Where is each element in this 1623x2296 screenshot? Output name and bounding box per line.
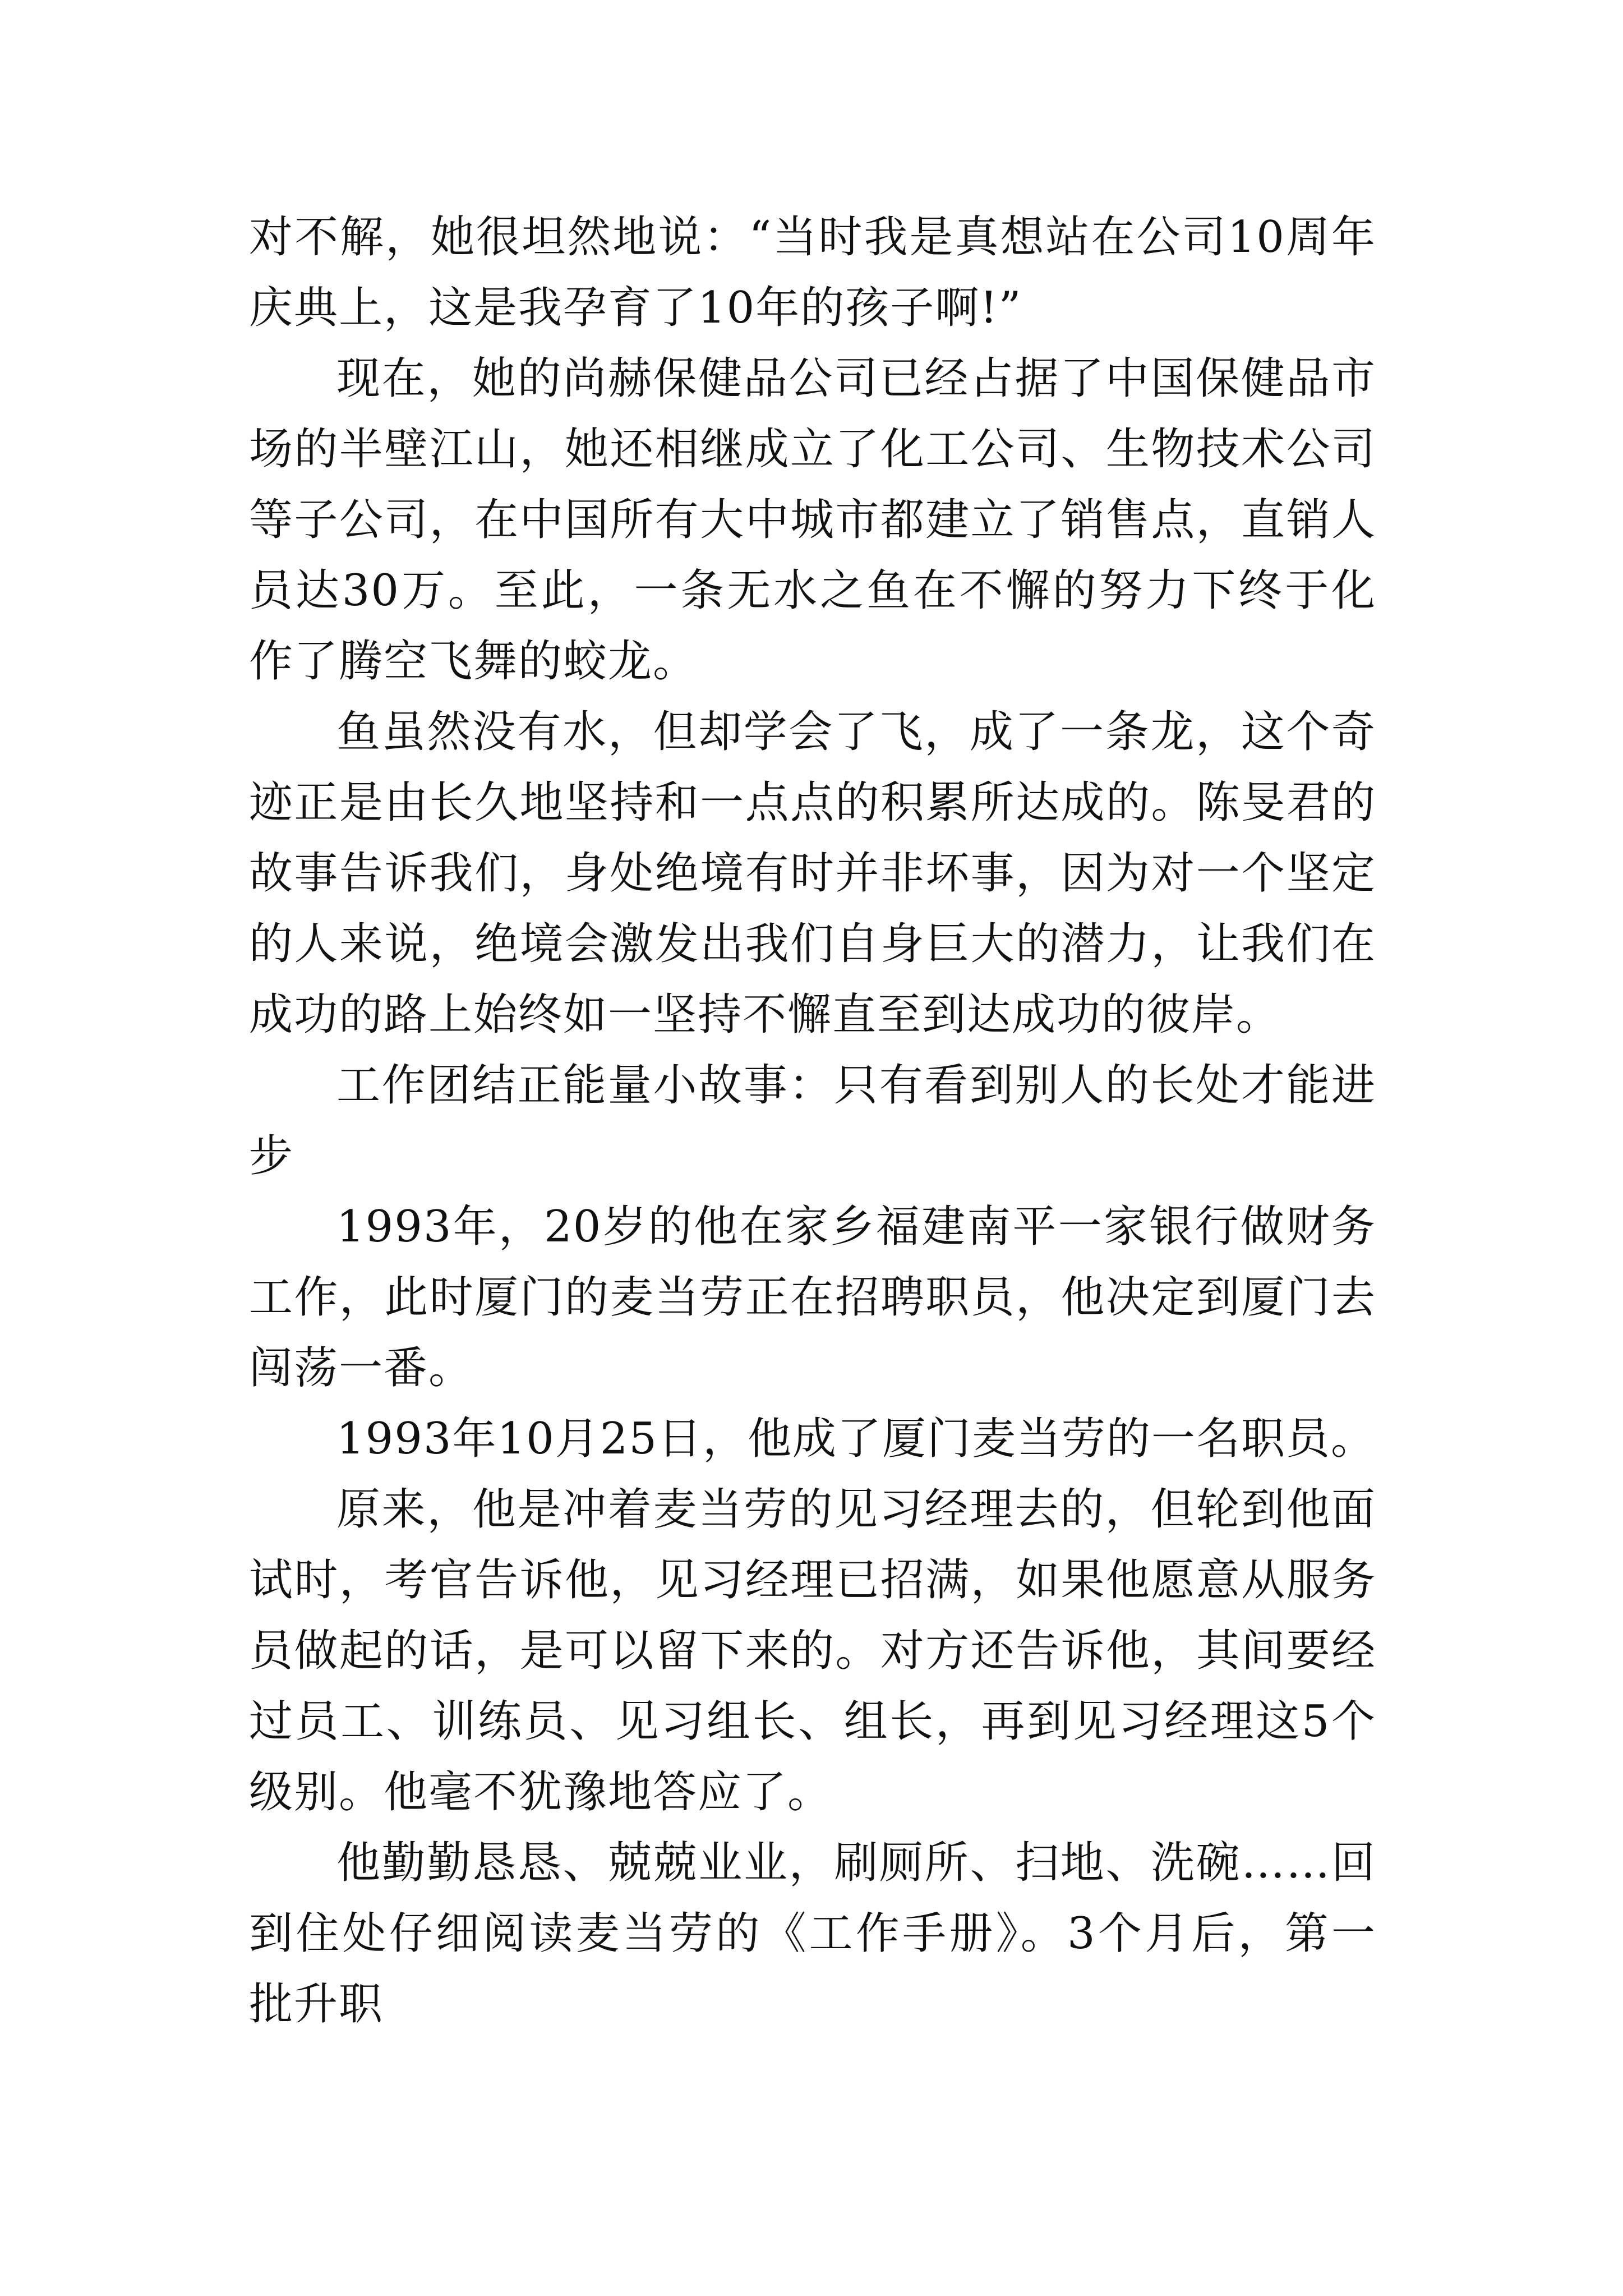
paragraph: 1993年10月25日，他成了厦门麦当劳的一名职员。 — [336, 1414, 1376, 1464]
paragraph: 原来，他是冲着麦当劳的见习经理去的，但轮到他面试时，考官告诉他，见习经理已招满，如果他愿意从服务员做起的话，是可以留下来的。对方还告诉他，其间要经过员工、训练员、见习组长、组长，再到见习经理这5个级别。他毫不犹豫地答应了。 — [249, 1484, 1376, 1818]
paragraph: 鱼虽然没有水，但却学会了飞，成了一条龙，这个奇迹正是由长久地坚持和一点点的积累所达成的。陈旻君的故事告诉我们，身处绝境有时并非坏事，因为对一个坚定的人来说，绝境会激发出我们自身巨大的潜力，让我们在成功的路上始终如一坚持不懈直至到达成功的彼岸。 — [249, 707, 1376, 1040]
paragraph: 1993年，20岁的他在家乡福建南平一家银行做财务工作，此时厦门的麦当劳正在招聘职员，他决定到厦门去闯荡一番。 — [249, 1202, 1376, 1393]
paragraph: 现在，她的尚赫保健品公司已经占据了中国保健品市场的半壁江山，她还相继成立了化工公司、生物技术公司等子公司，在中国所有大中城市都建立了销售点，直销人员达30万。至此，一条无水之鱼在不懈的努力下终于化作了腾空飞舞的蛟龙。 — [249, 353, 1376, 687]
paragraph-continued: 对不解，她很坦然地说：“当时我是真想站在公司10周年庆典上，这是我孕育了10年的孩子啊!” — [249, 212, 1376, 333]
body-text — [249, 202, 1376, 2040]
story-heading: 工作团结正能量小故事：只有看到别人的长处才能进步 — [249, 1060, 1376, 1181]
paragraph: 他勤勤恳恳、兢兢业业，刷厕所、扫地、洗碗……回到住处仔细阅读麦当劳的《工作手册》。3个月后，第一批升职 — [249, 1838, 1376, 2030]
